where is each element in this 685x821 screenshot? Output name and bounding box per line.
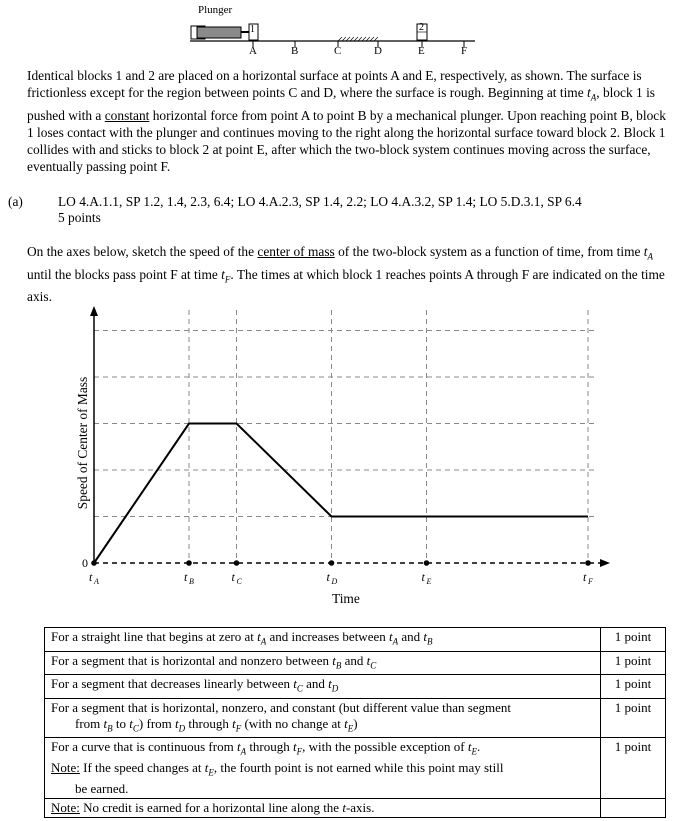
rubric-note: Note: No credit is earned for a horizontal line along the t-axis.	[45, 798, 601, 817]
point-b-label: B	[291, 45, 299, 57]
time-tick-label-tB: t	[184, 570, 188, 584]
part-a-label: (a)	[8, 194, 23, 209]
plunger-body	[197, 27, 241, 38]
rubric-criterion: For a curve that is continuous from $t_A$ through $t_F$, with the possible exception of $t_E$. Note: If the speed changes at $t_E$, the fourth point is not earned while this point may still be earned.	[45, 738, 601, 798]
rubric-row	[45, 628, 666, 652]
part-a-points: 5 points	[58, 210, 101, 225]
time-tick-label-tF: t	[583, 570, 587, 584]
plunger-label: Plunger	[198, 4, 233, 16]
rubric-criterion: For a segment that is horizontal and nonzero between $t_B$ and $t_C$	[45, 651, 601, 675]
x-axis-label: Time	[332, 591, 360, 606]
time-tick-tB	[186, 560, 192, 566]
point-d-label: D	[374, 45, 382, 57]
time-tick-tD	[329, 560, 335, 566]
rubric-criterion: For a straight line that begins at zero at $t_A$ and increases between $t_A$ and $t_B$	[45, 628, 601, 652]
time-tick-sub-tA: A	[94, 577, 99, 586]
point-ticks	[253, 41, 464, 47]
rubric-criterion: For a segment that is horizontal, nonzero, and constant (but different value than segment from $t_B$ to $t_C$) from $t_D$ through $t_F$ (with no change at $t_E$)	[45, 698, 601, 738]
y-axis-arrow	[90, 306, 98, 316]
rubric-points: 1 point	[601, 698, 666, 738]
point-e-label: E	[418, 45, 425, 57]
intro-paragraph: Identical blocks 1 and 2 are placed on a horizontal surface at points A and E, respectively, as shown. The surface is frictionless except for the region between points C and D, where the surface is rough. Beginning at time $t_A$, block 1 is pushed with a constant horizontal force from point A to point B by a mechanical plunger. Upon reaching point B, block 1 loses contact with the plunger and continues moving to the right along the horizontal surface toward block 2. Block 1 collides with and sticks to block 2 at point E, after which the two-block system continues moving across the surface, eventually passing point F.	[27, 68, 666, 174]
time-tick-sub-tB: B	[189, 577, 194, 586]
time-tick-tE	[424, 560, 430, 566]
rubric-points: 1 point	[601, 738, 666, 798]
time-tick-label-tA: t	[89, 570, 93, 584]
point-f-label: F	[461, 45, 468, 57]
rubric-row	[45, 798, 666, 817]
rubric-points: 1 point	[601, 628, 666, 652]
time-tick-tC	[234, 560, 240, 566]
rubric-row	[45, 698, 666, 738]
point-c-label: C	[334, 45, 342, 57]
speed-curve	[94, 424, 588, 564]
y-axis-label: Speed of Center of Mass	[75, 376, 90, 510]
time-tick-label-tC: t	[231, 570, 235, 584]
rubric-points: 1 point	[601, 651, 666, 675]
block-1-label: 1	[250, 24, 255, 35]
speed-time-graph	[0, 298, 685, 613]
rubric-row	[45, 651, 666, 675]
time-tick-label-tD: t	[326, 570, 330, 584]
rubric-points: 1 point	[601, 675, 666, 699]
time-tick-sub-tE: E	[426, 577, 432, 586]
rubric-row	[45, 675, 666, 699]
rubric-row	[45, 738, 666, 798]
time-tick-tF	[585, 560, 591, 566]
time-tick-sub-tC: C	[236, 577, 242, 586]
time-tick-label-tE: t	[421, 570, 425, 584]
time-tick-sub-tD: D	[331, 577, 338, 586]
x-axis-arrow	[600, 559, 610, 567]
time-tick-sub-tF: F	[588, 577, 593, 586]
setup-diagram	[0, 0, 685, 62]
origin-label: 0	[82, 556, 88, 570]
point-a-label: A	[249, 45, 257, 57]
rubric-criterion: For a segment that decreases linearly between $t_C$ and $t_D$	[45, 675, 601, 699]
block-2-label: 2	[419, 22, 424, 33]
learning-objectives: LO 4.A.1.1, SP 1.2, 1.4, 2.3, 6.4; LO 4.A.2.3, SP 1.4, 2.2; LO 4.A.3.2, SP 1.4; LO 5.D.3.1, SP 6.4	[58, 194, 582, 209]
question-text: On the axes below, sketch the speed of the center of mass of the two-block system as a function of time, from time $t_A$ until the blocks pass point F at time $t_F$. The times at which block 1 reaches points A through F are indicated on the time axis.	[27, 244, 665, 305]
scoring-rubric	[44, 627, 666, 818]
